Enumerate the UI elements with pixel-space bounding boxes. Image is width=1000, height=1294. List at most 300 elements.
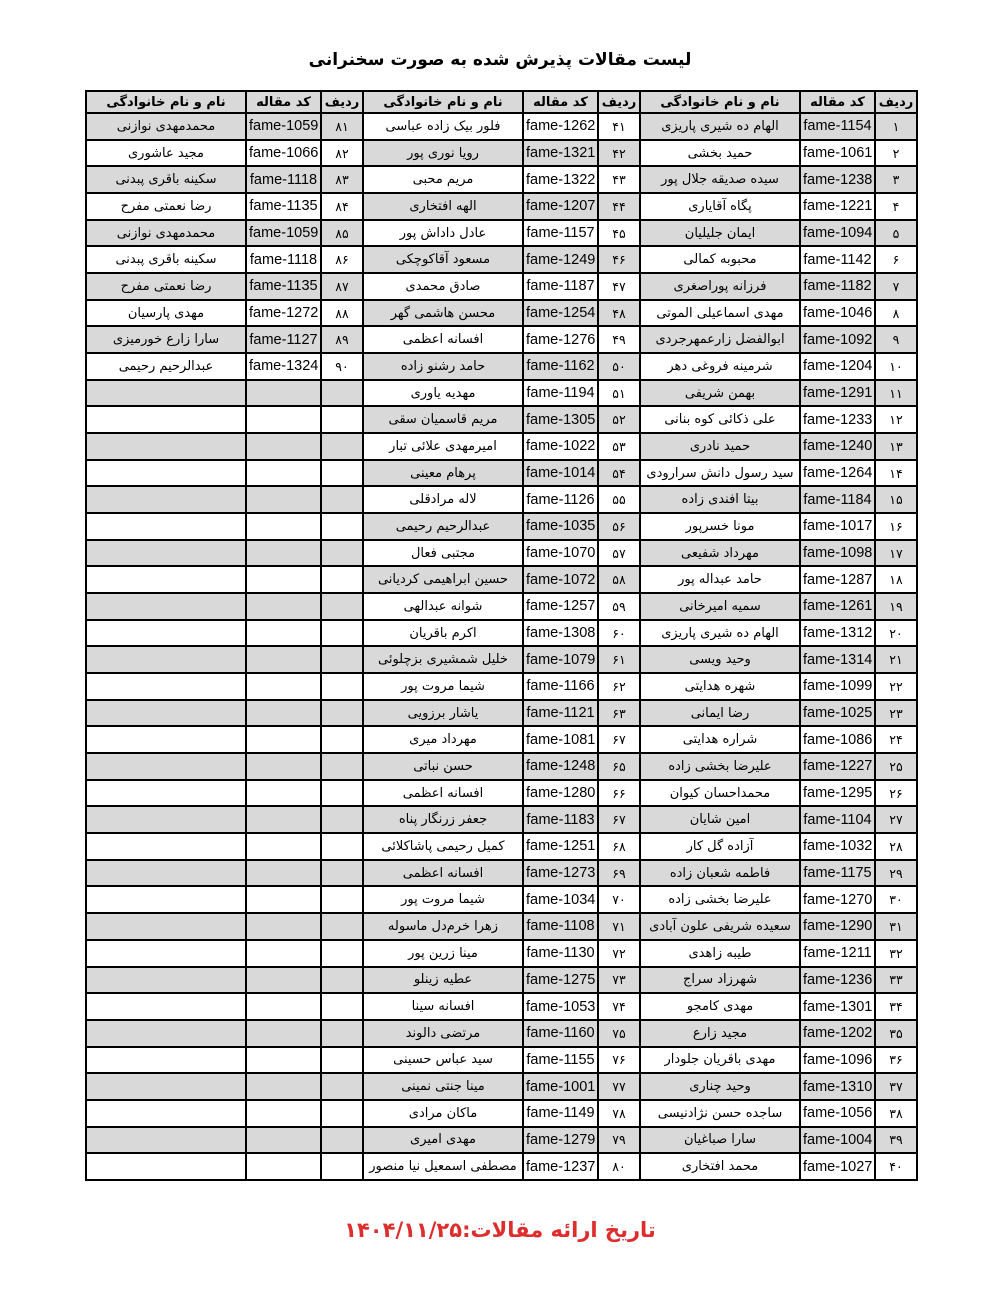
table-row (86, 993, 917, 1020)
author-name-cell: وحید چناری (640, 1073, 800, 1100)
author-name-cell: مجید عاشوری (86, 140, 246, 167)
author-name-cell (86, 593, 246, 620)
paper-code-cell: fame-1098 (800, 540, 875, 567)
author-name-cell: علی ذکائی کوه بنانی (640, 406, 800, 433)
row-number-cell: ۵۶ (598, 513, 640, 540)
author-name-cell: مهدیه یاوری (363, 380, 523, 407)
paper-code-cell (246, 486, 321, 513)
paper-code-cell (246, 1020, 321, 1047)
author-name-cell: مصطفی اسمعیل نیا منصور (363, 1153, 523, 1180)
paper-code-cell: fame-1032 (800, 833, 875, 860)
author-name-cell (86, 1127, 246, 1154)
row-number-cell: ۵۳ (598, 433, 640, 460)
row-number-cell (321, 620, 363, 647)
paper-code-cell: fame-1280 (523, 780, 598, 807)
presentation-date-note: تاریخ ارائه مقالات:۱۴۰۴/۱۱/۲۵ (344, 1218, 656, 1242)
paper-code-cell: fame-1221 (800, 193, 875, 220)
author-name-cell: سعیده شریفی علون آبادی (640, 913, 800, 940)
row-number-cell: ۳۹ (875, 1127, 917, 1154)
author-name-cell: فلور بیک زاده عباسی (363, 113, 523, 140)
row-number-cell (321, 1020, 363, 1047)
table-row (86, 273, 917, 300)
author-name-cell (86, 566, 246, 593)
author-name-cell: شهرزاد سراج (640, 967, 800, 994)
author-name-cell (86, 1020, 246, 1047)
author-name-cell: جعفر زرنگار پناه (363, 806, 523, 833)
paper-code-cell: fame-1254 (523, 300, 598, 327)
row-number-cell: ۶۲ (598, 673, 640, 700)
row-number-cell (321, 673, 363, 700)
row-number-cell: ۲۵ (875, 753, 917, 780)
paper-code-cell: fame-1290 (800, 913, 875, 940)
paper-code-cell: fame-1149 (523, 1100, 598, 1127)
row-number-cell: ۸۷ (321, 273, 363, 300)
paper-code-cell: fame-1053 (523, 993, 598, 1020)
paper-code-cell: fame-1249 (523, 246, 598, 273)
paper-code-cell: fame-1322 (523, 166, 598, 193)
row-number-cell: ۱۳ (875, 433, 917, 460)
paper-code-cell: fame-1270 (800, 886, 875, 913)
author-name-cell: صادق محمدی (363, 273, 523, 300)
author-name-cell: سیده صدیقه جلال پور (640, 166, 800, 193)
paper-code-cell: fame-1160 (523, 1020, 598, 1047)
table-row (86, 726, 917, 753)
paper-code-cell: fame-1184 (800, 486, 875, 513)
author-name-cell (86, 753, 246, 780)
row-number-cell: ۲ (875, 140, 917, 167)
row-number-cell: ۵۱ (598, 380, 640, 407)
table-row (86, 780, 917, 807)
row-number-cell: ۵۵ (598, 486, 640, 513)
row-number-cell (321, 513, 363, 540)
paper-code-cell: fame-1264 (800, 460, 875, 487)
row-number-cell: ۶۹ (598, 860, 640, 887)
author-name-cell: محمداحسان کیوان (640, 780, 800, 807)
row-number-cell (321, 833, 363, 860)
paper-code-cell: fame-1059 (246, 113, 321, 140)
paper-code-cell (246, 806, 321, 833)
paper-code-cell: fame-1279 (523, 1127, 598, 1154)
author-name-cell: مهدی پارسیان (86, 300, 246, 327)
table-row (86, 753, 917, 780)
author-name-cell: مهدی کامجو (640, 993, 800, 1020)
paper-code-cell: fame-1072 (523, 566, 598, 593)
row-header: ردیف (598, 91, 640, 113)
paper-code-cell: fame-1310 (800, 1073, 875, 1100)
row-number-cell: ۵ (875, 220, 917, 247)
author-name-cell: فرزانه پوراصغری (640, 273, 800, 300)
paper-code-cell: fame-1275 (523, 967, 598, 994)
row-number-cell: ۱۲ (875, 406, 917, 433)
paper-code-cell: fame-1321 (523, 140, 598, 167)
author-name-cell: الهه افتخاری (363, 193, 523, 220)
author-name-cell: محمدمهدی نوازنی (86, 113, 246, 140)
row-number-cell: ۸ (875, 300, 917, 327)
author-name-cell (86, 886, 246, 913)
paper-code-cell (246, 1073, 321, 1100)
author-name-cell: سارا زارع خورمیزی (86, 326, 246, 353)
table-row (86, 380, 917, 407)
row-number-cell (321, 806, 363, 833)
author-name-cell: مهرداد شفیعی (640, 540, 800, 567)
row-number-cell: ۶۸ (598, 833, 640, 860)
author-name-cell: سکینه باقری پبدنی (86, 246, 246, 273)
row-number-cell (321, 380, 363, 407)
author-name-cell: وحید ویسی (640, 646, 800, 673)
paper-code-cell: fame-1261 (800, 593, 875, 620)
table-row (86, 913, 917, 940)
row-number-cell: ۳۲ (875, 940, 917, 967)
row-number-cell: ۴۳ (598, 166, 640, 193)
row-number-cell: ۲۹ (875, 860, 917, 887)
table-row (86, 140, 917, 167)
author-name-cell: شهره هدایتی (640, 673, 800, 700)
author-name-cell: شراره هدایتی (640, 726, 800, 753)
row-number-cell: ۳۵ (875, 1020, 917, 1047)
author-name-cell: افسانه اعظمی (363, 780, 523, 807)
table-row (86, 460, 917, 487)
row-number-cell: ۴۵ (598, 220, 640, 247)
name-header: نام و نام خانوادگی (86, 91, 246, 113)
author-name-cell: افسانه سینا (363, 993, 523, 1020)
paper-code-cell: fame-1061 (800, 140, 875, 167)
author-name-cell (86, 406, 246, 433)
paper-code-cell: fame-1204 (800, 353, 875, 380)
paper-code-cell (246, 1153, 321, 1180)
row-number-cell (321, 1073, 363, 1100)
table-row (86, 806, 917, 833)
table-row (86, 406, 917, 433)
author-name-cell: رضا نعمتی مفرح (86, 193, 246, 220)
row-number-cell: ۲۸ (875, 833, 917, 860)
paper-code-cell: fame-1272 (246, 300, 321, 327)
author-name-cell (86, 1047, 246, 1074)
row-number-cell: ۲۱ (875, 646, 917, 673)
row-number-cell: ۱۰ (875, 353, 917, 380)
row-number-cell: ۱۱ (875, 380, 917, 407)
author-name-cell (86, 726, 246, 753)
row-number-cell: ۲۰ (875, 620, 917, 647)
author-name-cell: ساجده حسن نژادنیسی (640, 1100, 800, 1127)
table-row (86, 513, 917, 540)
paper-code-cell: fame-1017 (800, 513, 875, 540)
table-row (86, 940, 917, 967)
paper-code-cell: fame-1099 (800, 673, 875, 700)
author-name-cell: ایمان جلیلیان (640, 220, 800, 247)
row-number-cell (321, 1127, 363, 1154)
row-number-cell: ۴۷ (598, 273, 640, 300)
author-name-cell: فاطمه شعبان زاده (640, 860, 800, 887)
row-number-cell (321, 780, 363, 807)
paper-code-cell (246, 993, 321, 1020)
author-name-cell: محسن هاشمی گهر (363, 300, 523, 327)
row-number-cell: ۷۶ (598, 1047, 640, 1074)
paper-code-cell (246, 1100, 321, 1127)
paper-code-cell: fame-1056 (800, 1100, 875, 1127)
author-name-cell (86, 1153, 246, 1180)
code-header: کد مقاله (246, 91, 321, 113)
author-name-cell: بهمن شریفی (640, 380, 800, 407)
author-name-cell: مهدی اسماعیلی الموتی (640, 300, 800, 327)
row-number-cell (321, 433, 363, 460)
paper-code-cell: fame-1324 (246, 353, 321, 380)
table-row (86, 1047, 917, 1074)
paper-code-cell: fame-1014 (523, 460, 598, 487)
row-number-cell: ۶۷ (598, 726, 640, 753)
paper-code-cell (246, 940, 321, 967)
table-row (86, 193, 917, 220)
paper-code-cell: fame-1154 (800, 113, 875, 140)
paper-code-cell (246, 1127, 321, 1154)
author-name-cell: حامد عبداله پور (640, 566, 800, 593)
author-name-cell: مینا جنتی نمینی (363, 1073, 523, 1100)
author-name-cell: شوانه عبدالهی (363, 593, 523, 620)
author-name-cell: لاله مرادقلی (363, 486, 523, 513)
row-number-cell: ۱۵ (875, 486, 917, 513)
author-name-cell: سید رسول دانش سرارودی (640, 460, 800, 487)
author-name-cell: مجید زارع (640, 1020, 800, 1047)
table-row (86, 673, 917, 700)
author-name-cell: مجتبی فعال (363, 540, 523, 567)
author-name-cell: مریم قاسمیان سقی (363, 406, 523, 433)
paper-code-cell: fame-1046 (800, 300, 875, 327)
paper-code-cell: fame-1301 (800, 993, 875, 1020)
paper-code-cell: fame-1308 (523, 620, 598, 647)
row-number-cell (321, 993, 363, 1020)
row-number-cell (321, 726, 363, 753)
paper-code-cell: fame-1207 (523, 193, 598, 220)
row-number-cell: ۲۷ (875, 806, 917, 833)
row-number-cell: ۹ (875, 326, 917, 353)
author-name-cell: مونا خسرپور (640, 513, 800, 540)
author-name-cell: علیرضا بخشی زاده (640, 753, 800, 780)
paper-code-cell: fame-1142 (800, 246, 875, 273)
paper-code-cell (246, 433, 321, 460)
row-number-cell: ۴۴ (598, 193, 640, 220)
row-number-cell: ۹۰ (321, 353, 363, 380)
table-row (86, 433, 917, 460)
author-name-cell (86, 1073, 246, 1100)
row-number-cell: ۳ (875, 166, 917, 193)
table-row (86, 540, 917, 567)
author-name-cell: افسانه اعظمی (363, 860, 523, 887)
row-number-cell: ۳۳ (875, 967, 917, 994)
author-name-cell: مرتضی دالوند (363, 1020, 523, 1047)
row-number-cell: ۱۴ (875, 460, 917, 487)
paper-code-cell: fame-1081 (523, 726, 598, 753)
author-name-cell: پگاه آقایاری (640, 193, 800, 220)
paper-code-cell: fame-1118 (246, 246, 321, 273)
row-number-cell: ۷۴ (598, 993, 640, 1020)
author-name-cell (86, 486, 246, 513)
row-number-cell: ۷۹ (598, 1127, 640, 1154)
row-number-cell (321, 540, 363, 567)
row-number-cell: ۲۲ (875, 673, 917, 700)
paper-code-cell: fame-1086 (800, 726, 875, 753)
row-number-cell: ۸۴ (321, 193, 363, 220)
paper-code-cell: fame-1187 (523, 273, 598, 300)
paper-code-cell (246, 513, 321, 540)
author-name-cell (86, 913, 246, 940)
paper-code-cell: fame-1001 (523, 1073, 598, 1100)
row-number-cell: ۳۸ (875, 1100, 917, 1127)
author-name-cell (86, 646, 246, 673)
author-name-cell (86, 620, 246, 647)
author-name-cell: الهام ده شیری پاریزی (640, 620, 800, 647)
paper-code-cell: fame-1157 (523, 220, 598, 247)
row-number-cell: ۳۴ (875, 993, 917, 1020)
paper-code-cell: fame-1022 (523, 433, 598, 460)
header-row (86, 91, 917, 113)
author-name-cell: شیما مروت پور (363, 886, 523, 913)
table-row (86, 566, 917, 593)
author-name-cell (86, 700, 246, 727)
author-name-cell: عطیه زینلو (363, 967, 523, 994)
table-row (86, 1020, 917, 1047)
row-number-cell: ۸۵ (321, 220, 363, 247)
author-name-cell: امیرمهدی علائی تبار (363, 433, 523, 460)
table-row (86, 860, 917, 887)
paper-code-cell: fame-1092 (800, 326, 875, 353)
table-row (86, 700, 917, 727)
author-name-cell: مهدی امیری (363, 1127, 523, 1154)
paper-code-cell: fame-1211 (800, 940, 875, 967)
paper-code-cell (246, 540, 321, 567)
paper-code-cell: fame-1262 (523, 113, 598, 140)
author-name-cell: رضا نعمتی مفرح (86, 273, 246, 300)
table-row (86, 246, 917, 273)
row-number-cell: ۵۸ (598, 566, 640, 593)
paper-code-cell: fame-1240 (800, 433, 875, 460)
row-number-cell: ۶۰ (598, 620, 640, 647)
name-header: نام و نام خانوادگی (640, 91, 800, 113)
author-name-cell: رویا نوری پور (363, 140, 523, 167)
author-name-cell: افسانه اعظمی (363, 326, 523, 353)
row-number-cell: ۲۳ (875, 700, 917, 727)
table-header (86, 91, 917, 113)
row-number-cell (321, 940, 363, 967)
row-number-cell: ۳۰ (875, 886, 917, 913)
row-number-cell (321, 860, 363, 887)
paper-code-cell: fame-1094 (800, 220, 875, 247)
row-number-cell: ۷۰ (598, 886, 640, 913)
paper-code-cell (246, 753, 321, 780)
row-number-cell: ۴۰ (875, 1153, 917, 1180)
paper-code-cell: fame-1314 (800, 646, 875, 673)
table-row (86, 593, 917, 620)
paper-code-cell: fame-1066 (246, 140, 321, 167)
row-number-cell: ۱۹ (875, 593, 917, 620)
row-number-cell: ۱۶ (875, 513, 917, 540)
table-row (86, 967, 917, 994)
paper-code-cell (246, 700, 321, 727)
code-header: کد مقاله (800, 91, 875, 113)
author-name-cell: مینا زرین پور (363, 940, 523, 967)
paper-code-cell (246, 913, 321, 940)
row-number-cell: ۱ (875, 113, 917, 140)
paper-code-cell: fame-1027 (800, 1153, 875, 1180)
row-number-cell: ۷ (875, 273, 917, 300)
row-number-cell: ۲۴ (875, 726, 917, 753)
row-number-cell (321, 406, 363, 433)
author-name-cell: محمد افتخاری (640, 1153, 800, 1180)
paper-code-cell (246, 406, 321, 433)
table-row (86, 886, 917, 913)
author-name-cell: اکرم باقریان (363, 620, 523, 647)
paper-code-cell: fame-1135 (246, 193, 321, 220)
author-name-cell: بیتا افندی زاده (640, 486, 800, 513)
row-number-cell: ۱۸ (875, 566, 917, 593)
paper-code-cell (246, 967, 321, 994)
table-body (86, 113, 917, 1180)
author-name-cell: محمدمهدی نوازنی (86, 220, 246, 247)
row-header: ردیف (875, 91, 917, 113)
paper-code-cell (246, 673, 321, 700)
paper-code-cell: fame-1202 (800, 1020, 875, 1047)
paper-code-cell (246, 1047, 321, 1074)
row-number-cell: ۷۷ (598, 1073, 640, 1100)
row-number-cell (321, 886, 363, 913)
paper-code-cell: fame-1295 (800, 780, 875, 807)
row-number-cell: ۶ (875, 246, 917, 273)
paper-code-cell: fame-1273 (523, 860, 598, 887)
row-number-cell: ۴۱ (598, 113, 640, 140)
author-name-cell: مریم محبی (363, 166, 523, 193)
paper-code-cell (246, 566, 321, 593)
row-number-cell (321, 593, 363, 620)
paper-code-cell: fame-1059 (246, 220, 321, 247)
paper-code-cell (246, 833, 321, 860)
author-name-cell (86, 673, 246, 700)
row-number-cell (321, 566, 363, 593)
author-name-cell: حمید نادری (640, 433, 800, 460)
table-row (86, 353, 917, 380)
table-row (86, 326, 917, 353)
paper-code-cell (246, 620, 321, 647)
row-number-cell: ۶۳ (598, 700, 640, 727)
author-name-cell (86, 433, 246, 460)
row-number-cell (321, 913, 363, 940)
paper-code-cell: fame-1121 (523, 700, 598, 727)
table-row (86, 1073, 917, 1100)
paper-code-cell: fame-1104 (800, 806, 875, 833)
author-name-cell: مهدی باقریان جلودار (640, 1047, 800, 1074)
author-name-cell (86, 967, 246, 994)
row-number-cell (321, 486, 363, 513)
row-number-cell: ۵۷ (598, 540, 640, 567)
paper-code-cell: fame-1130 (523, 940, 598, 967)
author-name-cell: سارا صباغیان (640, 1127, 800, 1154)
row-number-cell (321, 646, 363, 673)
author-name-cell: امین شایان (640, 806, 800, 833)
table-row (86, 646, 917, 673)
author-name-cell (86, 993, 246, 1020)
paper-code-cell (246, 780, 321, 807)
paper-code-cell: fame-1034 (523, 886, 598, 913)
table-row (86, 1100, 917, 1127)
paper-code-cell: fame-1108 (523, 913, 598, 940)
row-header: ردیف (321, 91, 363, 113)
row-number-cell (321, 967, 363, 994)
author-name-cell (86, 540, 246, 567)
author-name-cell (86, 1100, 246, 1127)
paper-code-cell (246, 726, 321, 753)
table-row (86, 300, 917, 327)
row-number-cell: ۲۶ (875, 780, 917, 807)
row-number-cell: ۶۵ (598, 753, 640, 780)
author-name-cell: پرهام معینی (363, 460, 523, 487)
row-number-cell (321, 753, 363, 780)
